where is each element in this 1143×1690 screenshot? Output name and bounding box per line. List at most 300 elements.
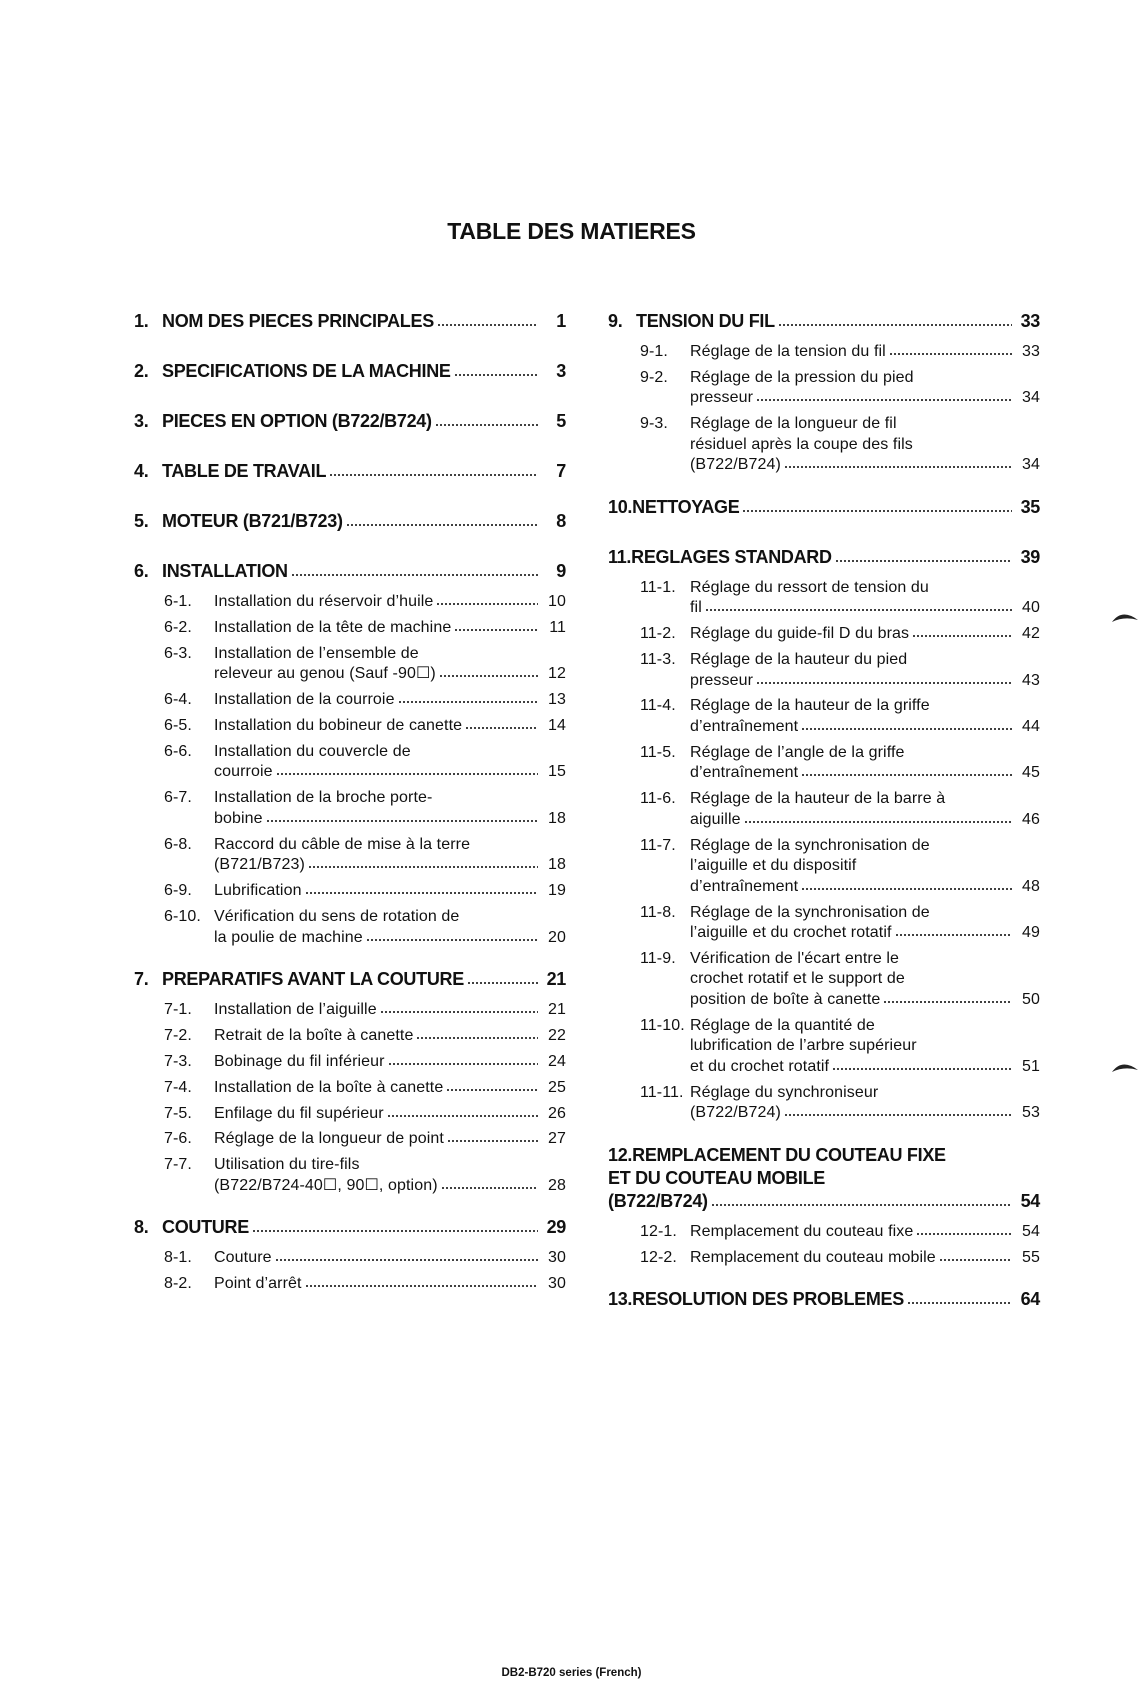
- entry-text: [690, 789, 1040, 830]
- entry-line: [214, 1129, 566, 1150]
- toc-section-heading[interactable]: [608, 310, 1040, 333]
- page-number: 7: [556, 461, 566, 481]
- entry-line: [214, 1104, 566, 1125]
- entry-line: [690, 923, 1040, 944]
- toc-section: [134, 560, 566, 948]
- footer-doc-id: DB2-B720 series (French): [501, 1667, 642, 1679]
- entry-number: 5.: [134, 511, 149, 531]
- dot-leader: [895, 933, 1012, 937]
- page-number: 44: [1022, 717, 1040, 735]
- entry-text: [608, 1288, 1040, 1311]
- entry-text: [162, 1216, 566, 1239]
- entry-line: [214, 835, 566, 856]
- entry-text: [162, 510, 566, 533]
- page-number: 5: [556, 411, 566, 431]
- entry-number: 6-5.: [164, 717, 192, 735]
- entry-number: 7-4.: [164, 1078, 192, 1096]
- entry-number: 11-9.: [640, 949, 676, 967]
- entry-text: [214, 644, 566, 685]
- dot-leader: [416, 1036, 538, 1040]
- entry-line: [214, 1155, 566, 1176]
- entry-text: [214, 690, 566, 711]
- dot-leader: [398, 700, 538, 704]
- entry-line: [162, 410, 566, 433]
- toc-subsection-entry[interactable]: [608, 578, 1040, 619]
- page-number: 3: [556, 361, 566, 381]
- entry-number: 7-2.: [164, 1026, 192, 1044]
- toc-subsection-list: [134, 592, 566, 948]
- toc-subsection-entry[interactable]: [134, 592, 566, 613]
- dot-leader: [801, 887, 1012, 891]
- entry-line: [690, 1057, 1040, 1078]
- entry-line: [690, 1248, 1040, 1269]
- toc-subsection-entry[interactable]: [134, 1155, 566, 1196]
- toc-section-heading[interactable]: [134, 1216, 566, 1239]
- entry-number: 7-3.: [164, 1052, 192, 1070]
- entry-line: [214, 644, 566, 665]
- entry-line: [608, 546, 1040, 569]
- entry-line: [690, 1103, 1040, 1124]
- entry-line: [214, 690, 566, 711]
- entry-text: [690, 949, 1040, 1011]
- entry-title-line: Vérification du sens de rotation de: [214, 908, 460, 926]
- dot-leader: [329, 473, 538, 477]
- entry-title-line: l’aiguille et du crochet rotatif: [690, 924, 892, 942]
- entry-number: 12-2.: [640, 1248, 677, 1266]
- toc-subsection-entry[interactable]: [608, 789, 1040, 830]
- entry-number: 7-6.: [164, 1130, 192, 1148]
- page-number: 53: [1022, 1104, 1040, 1122]
- toc-section-heading[interactable]: [134, 410, 566, 433]
- entry-text: [690, 578, 1040, 619]
- entry-number: 7-1.: [164, 1001, 192, 1019]
- entry-title-line: Installation de l’aiguille: [214, 1001, 377, 1019]
- entry-line: [214, 1274, 566, 1295]
- entry-text: [214, 881, 566, 902]
- dot-leader: [435, 423, 538, 427]
- page-number: 35: [1020, 496, 1040, 517]
- page-number: 50: [1022, 990, 1040, 1008]
- entry-number: 11-3.: [640, 651, 676, 669]
- toc-section: [134, 968, 566, 1196]
- entry-title-line: Point d’arrêt: [214, 1275, 302, 1293]
- entry-title-line: COUTURE: [162, 1217, 249, 1238]
- entry-title-line: bobine: [214, 809, 263, 827]
- dot-leader: [291, 573, 538, 577]
- toc-subsection-entry[interactable]: [608, 743, 1040, 784]
- toc-subsection-entry[interactable]: [608, 1222, 1040, 1243]
- dot-leader: [467, 981, 538, 985]
- entry-title-line: PIECES EN OPTION (B722/B724): [162, 411, 432, 431]
- page-number: 22: [548, 1026, 566, 1044]
- entry-text: [690, 743, 1040, 784]
- entry-number: 11-8.: [640, 903, 676, 921]
- entry-title-line: courroie: [214, 763, 273, 781]
- page-number: 40: [1022, 599, 1040, 617]
- dot-leader: [939, 1258, 1012, 1262]
- entry-text: [690, 342, 1040, 363]
- dot-leader: [454, 628, 538, 632]
- entry-title-line: NOM DES PIECES PRINCIPALES: [162, 311, 434, 331]
- toc-subsection-list: [608, 342, 1040, 476]
- toc-subsection-entry[interactable]: [134, 690, 566, 711]
- entry-line: [690, 903, 1040, 924]
- page-number: 30: [548, 1275, 566, 1293]
- dot-leader: [266, 819, 538, 823]
- dot-leader: [756, 681, 1012, 685]
- toc-subsection-entry[interactable]: [134, 1104, 566, 1125]
- entry-number: 4.: [134, 461, 149, 481]
- toc-subsection-entry[interactable]: [134, 1129, 566, 1150]
- entry-title-line: (B721/B723): [214, 856, 305, 874]
- entry-line: [162, 460, 566, 483]
- toc-subsection-entry[interactable]: [608, 414, 1040, 476]
- entry-title-line: lubrification de l’arbre supérieur: [690, 1037, 917, 1055]
- page-number: 19: [548, 882, 566, 900]
- page-number: 33: [1020, 311, 1040, 331]
- toc-subsection-entry[interactable]: [134, 644, 566, 685]
- toc-left-column: [134, 310, 566, 1300]
- entry-title-line: Réglage du guide-fil D du bras: [690, 625, 910, 643]
- entry-number: 7-5.: [164, 1104, 192, 1122]
- toc-subsection-entry[interactable]: [134, 1248, 566, 1269]
- page-number: 54: [1020, 1190, 1040, 1211]
- entry-line: [690, 856, 1040, 877]
- toc-section-heading[interactable]: [134, 460, 566, 483]
- entry-number: 9-3.: [640, 415, 668, 433]
- entry-number: 11-6.: [640, 790, 676, 808]
- dot-leader: [801, 773, 1012, 777]
- dot-leader: [366, 938, 538, 942]
- dot-leader: [832, 1067, 1012, 1071]
- entry-number: 6-8.: [164, 835, 192, 853]
- page-number: 34: [1022, 456, 1040, 474]
- entry-line: [214, 881, 566, 902]
- entry-text: [214, 1000, 566, 1021]
- page-number: 24: [548, 1052, 566, 1070]
- entry-text: [214, 592, 566, 613]
- entry-text: [162, 460, 566, 483]
- dot-leader: [907, 1301, 1012, 1305]
- entry-text: [162, 560, 566, 583]
- entry-line: [690, 743, 1040, 764]
- entry-number: 11-10.: [640, 1016, 685, 1034]
- entry-line: [162, 1216, 566, 1239]
- entry-line: [608, 1144, 1040, 1167]
- toc-right-column: [608, 310, 1040, 1311]
- toc-section: [134, 1216, 566, 1294]
- toc-section: [608, 1288, 1040, 1311]
- toc-section-heading[interactable]: [134, 360, 566, 383]
- entry-title-line: Remplacement du couteau mobile: [690, 1248, 936, 1266]
- page-number: 18: [548, 856, 566, 874]
- dot-leader: [778, 323, 1012, 327]
- entry-line: [608, 1190, 1040, 1213]
- entry-title-line: Remplacement du couteau fixe: [690, 1222, 914, 1240]
- entry-text: [690, 368, 1040, 409]
- entry-line: [690, 810, 1040, 831]
- toc-section-heading[interactable]: [608, 496, 1040, 519]
- entry-text: [214, 788, 566, 829]
- entry-line: [690, 435, 1040, 456]
- entry-text: [690, 836, 1040, 898]
- entry-line: [690, 1083, 1040, 1104]
- entry-title-line: Réglage de la hauteur de la barre à: [690, 790, 946, 808]
- dot-leader: [705, 608, 1012, 612]
- entry-text: [214, 1104, 566, 1125]
- toc-section: [134, 310, 566, 333]
- dot-leader: [889, 352, 1012, 356]
- toc-subsection-list: [134, 1000, 566, 1196]
- entry-title-line: Retrait de la boîte à canette: [214, 1026, 414, 1044]
- entry-text: [162, 360, 566, 383]
- page-number: 28: [548, 1176, 566, 1194]
- entry-text: [214, 907, 566, 948]
- toc-section-heading[interactable]: [134, 510, 566, 533]
- dot-leader: [784, 465, 1012, 469]
- entry-title-line: Lubrification: [214, 882, 302, 900]
- entry-number: 6-7.: [164, 789, 192, 807]
- entry-number: 3.: [134, 411, 149, 431]
- toc-subsection-entry[interactable]: [608, 836, 1040, 898]
- toc-subsection-entry[interactable]: [134, 1078, 566, 1099]
- dot-leader: [465, 726, 538, 730]
- entry-text: [214, 1155, 566, 1196]
- entry-number: 9-2.: [640, 368, 668, 386]
- entry-line: [690, 717, 1040, 738]
- entry-title-line: résiduel après la coupe des fils: [690, 435, 913, 453]
- entry-title-line: Vérification de l'écart entre le: [690, 949, 900, 967]
- page-number: 14: [548, 717, 566, 735]
- entry-title-line: aiguille: [690, 810, 741, 828]
- entry-title-line: releveur au genou (Sauf -90☐): [214, 665, 436, 683]
- dot-leader: [305, 1284, 538, 1288]
- entry-title-line: (B722/B724): [690, 456, 781, 474]
- page-number: 11: [549, 618, 566, 636]
- entry-title-line: Réglage de la hauteur du pied: [690, 651, 908, 669]
- dot-leader: [346, 523, 538, 527]
- toc-subsection-entry[interactable]: [608, 696, 1040, 737]
- entry-line: [214, 1026, 566, 1047]
- entry-line: [690, 455, 1040, 476]
- dot-leader: [883, 1000, 1012, 1004]
- dot-leader: [447, 1139, 538, 1143]
- dot-leader: [784, 1113, 1012, 1117]
- toc-subsection-entry[interactable]: [134, 1274, 566, 1295]
- entry-number: 6-9.: [164, 882, 192, 900]
- entry-title-line: Installation de la boîte à canette: [214, 1078, 444, 1096]
- dot-leader: [388, 1062, 538, 1066]
- entry-number: 6-10.: [164, 908, 201, 926]
- scan-mark-icon: [1110, 608, 1140, 624]
- entry-title-line: ET DU COUTEAU MOBILE: [608, 1167, 825, 1188]
- entry-text: [214, 1274, 566, 1295]
- dot-leader: [916, 1232, 1012, 1236]
- entry-text: [690, 1222, 1040, 1243]
- dot-leader: [756, 398, 1012, 402]
- page-number: 20: [548, 928, 566, 946]
- entry-title-line: Réglage de la pression du pied: [690, 368, 914, 386]
- entry-line: [214, 855, 566, 876]
- entry-line: [214, 1078, 566, 1099]
- page-number: 48: [1022, 877, 1040, 895]
- dot-leader: [437, 323, 538, 327]
- entry-line: [690, 763, 1040, 784]
- entry-number: 11-2.: [640, 625, 676, 643]
- page-number: 8: [556, 511, 566, 531]
- entry-text: [162, 968, 566, 991]
- page-number: 21: [548, 1001, 566, 1019]
- page-number: 39: [1020, 546, 1040, 567]
- entry-text: [162, 310, 566, 333]
- entry-line: [690, 624, 1040, 645]
- toc-section-heading[interactable]: [608, 546, 1040, 569]
- entry-title-line: position de boîte à canette: [690, 990, 881, 1008]
- dot-leader: [308, 865, 538, 869]
- entry-line: [636, 310, 1040, 333]
- entry-number: 6.: [134, 561, 149, 581]
- dot-leader: [252, 1229, 538, 1233]
- entry-text: [214, 618, 566, 639]
- entry-title-line: Utilisation du tire-fils: [214, 1156, 360, 1174]
- entry-line: [162, 560, 566, 583]
- toc-subsection-entry[interactable]: [608, 949, 1040, 1011]
- entry-title-line: crochet rotatif et le support de: [690, 970, 905, 988]
- entry-title-line: d’entraînement: [690, 717, 799, 735]
- toc-section-heading[interactable]: [134, 310, 566, 333]
- toc-section-heading[interactable]: [608, 1144, 1040, 1213]
- toc-subsection-entry[interactable]: [134, 835, 566, 876]
- toc-subsection-entry[interactable]: [608, 1016, 1040, 1078]
- entry-line: [214, 618, 566, 639]
- dot-leader: [387, 1114, 538, 1118]
- dot-leader: [835, 559, 1012, 563]
- entry-number: 6-1.: [164, 593, 192, 610]
- dot-leader: [801, 727, 1012, 731]
- entry-title-line: Réglage du ressort de tension du: [690, 578, 929, 596]
- entry-line: [690, 836, 1040, 857]
- toc-section-heading[interactable]: [608, 1288, 1040, 1311]
- toc-subsection-entry[interactable]: [134, 1026, 566, 1047]
- toc-subsection-entry[interactable]: [134, 716, 566, 737]
- page-number: 13: [548, 691, 566, 709]
- entry-title-line: Réglage du synchroniseur: [690, 1083, 879, 1101]
- page-title: TABLE DES MATIERES: [447, 218, 696, 244]
- page-number: 25: [548, 1078, 566, 1096]
- entry-text: [214, 1026, 566, 1047]
- entry-text: [214, 1078, 566, 1099]
- toc-subsection-entry[interactable]: [134, 618, 566, 639]
- entry-line: [690, 789, 1040, 810]
- toc-section: [134, 510, 566, 533]
- entry-title-line: MOTEUR (B721/B723): [162, 511, 343, 531]
- entry-title-line: Enfilage du fil supérieur: [214, 1104, 384, 1122]
- dot-leader: [912, 634, 1012, 638]
- entry-title-line: et du crochet rotatif: [690, 1057, 830, 1075]
- dot-leader: [305, 891, 538, 895]
- entry-line: [162, 968, 566, 991]
- toc-subsection-entry[interactable]: [134, 881, 566, 902]
- entry-title-line: la poulie de machine: [214, 928, 363, 946]
- entry-number: 1.: [134, 311, 149, 331]
- dot-leader: [275, 1258, 538, 1262]
- entry-title-line: Réglage de la tension du fil: [690, 343, 886, 360]
- entry-title-line: l’aiguille et du dispositif: [690, 857, 857, 875]
- entry-text: [608, 546, 1040, 569]
- toc-subsection-entry[interactable]: [608, 368, 1040, 409]
- page-number: 27: [548, 1130, 566, 1148]
- entry-line: [214, 1176, 566, 1197]
- toc-subsection-entry[interactable]: [608, 650, 1040, 691]
- toc-subsection-entry[interactable]: [134, 907, 566, 948]
- entry-title-line: TENSION DU FIL: [636, 311, 775, 331]
- entry-line: [214, 762, 566, 783]
- entry-title-line: Installation de l’ensemble de: [214, 644, 419, 662]
- entry-title-line: Raccord du câble de mise à la terre: [214, 835, 471, 853]
- dot-leader: [439, 674, 538, 678]
- toc-subsection-entry[interactable]: [608, 624, 1040, 645]
- entry-number: 9.: [608, 311, 623, 331]
- entry-title-line: 12.REMPLACEMENT DU COUTEAU FIXE: [608, 1144, 946, 1165]
- entry-line: [690, 696, 1040, 717]
- entry-number: 8-1.: [164, 1249, 192, 1267]
- toc-subsection-entry[interactable]: [608, 342, 1040, 363]
- entry-text: [214, 742, 566, 783]
- toc-subsection-entry[interactable]: [134, 1000, 566, 1021]
- entry-line: [214, 742, 566, 763]
- entry-line: [214, 788, 566, 809]
- entry-title-line: SPECIFICATIONS DE LA MACHINE: [162, 361, 451, 381]
- entry-line: [690, 949, 1040, 970]
- toc-subsection-entry[interactable]: [608, 903, 1040, 944]
- page-number: 12: [548, 665, 566, 683]
- entry-line: [690, 1036, 1040, 1057]
- entry-line: [690, 969, 1040, 990]
- entry-line: [690, 1222, 1040, 1243]
- page-number: 46: [1022, 810, 1040, 828]
- entry-line: [214, 809, 566, 830]
- dot-leader: [711, 1203, 1012, 1207]
- entry-number: 6-2.: [164, 618, 192, 636]
- toc-subsection-entry[interactable]: [608, 1083, 1040, 1124]
- page-number: 26: [548, 1104, 566, 1122]
- toc-section-heading[interactable]: [134, 968, 566, 991]
- page-number: 43: [1022, 671, 1040, 689]
- entry-number: 11-1.: [640, 578, 676, 596]
- toc-subsection-entry[interactable]: [608, 1248, 1040, 1269]
- page-number: 1: [556, 311, 566, 331]
- toc-section: [134, 360, 566, 383]
- entry-line: [690, 877, 1040, 898]
- entry-line: [690, 598, 1040, 619]
- entry-line: [690, 578, 1040, 599]
- toc-subsection-entry[interactable]: [134, 788, 566, 829]
- entry-title-line: 10.NETTOYAGE: [608, 496, 740, 517]
- entry-number: 8-2.: [164, 1275, 192, 1293]
- entry-text: [690, 650, 1040, 691]
- entry-line: [162, 360, 566, 383]
- entry-title-line: (B722/B724): [690, 1104, 781, 1122]
- entry-title-line: Couture: [214, 1249, 272, 1267]
- entry-text: [214, 835, 566, 876]
- toc-subsection-entry[interactable]: [134, 742, 566, 783]
- toc-section-heading[interactable]: [134, 560, 566, 583]
- entry-title-line: Réglage de la hauteur de la griffe: [690, 697, 930, 715]
- page-number: 54: [1022, 1222, 1040, 1240]
- entry-title-line: 13.RESOLUTION DES PROBLEMES: [608, 1289, 904, 1310]
- toc-subsection-entry[interactable]: [134, 1052, 566, 1073]
- entry-text: [214, 1248, 566, 1269]
